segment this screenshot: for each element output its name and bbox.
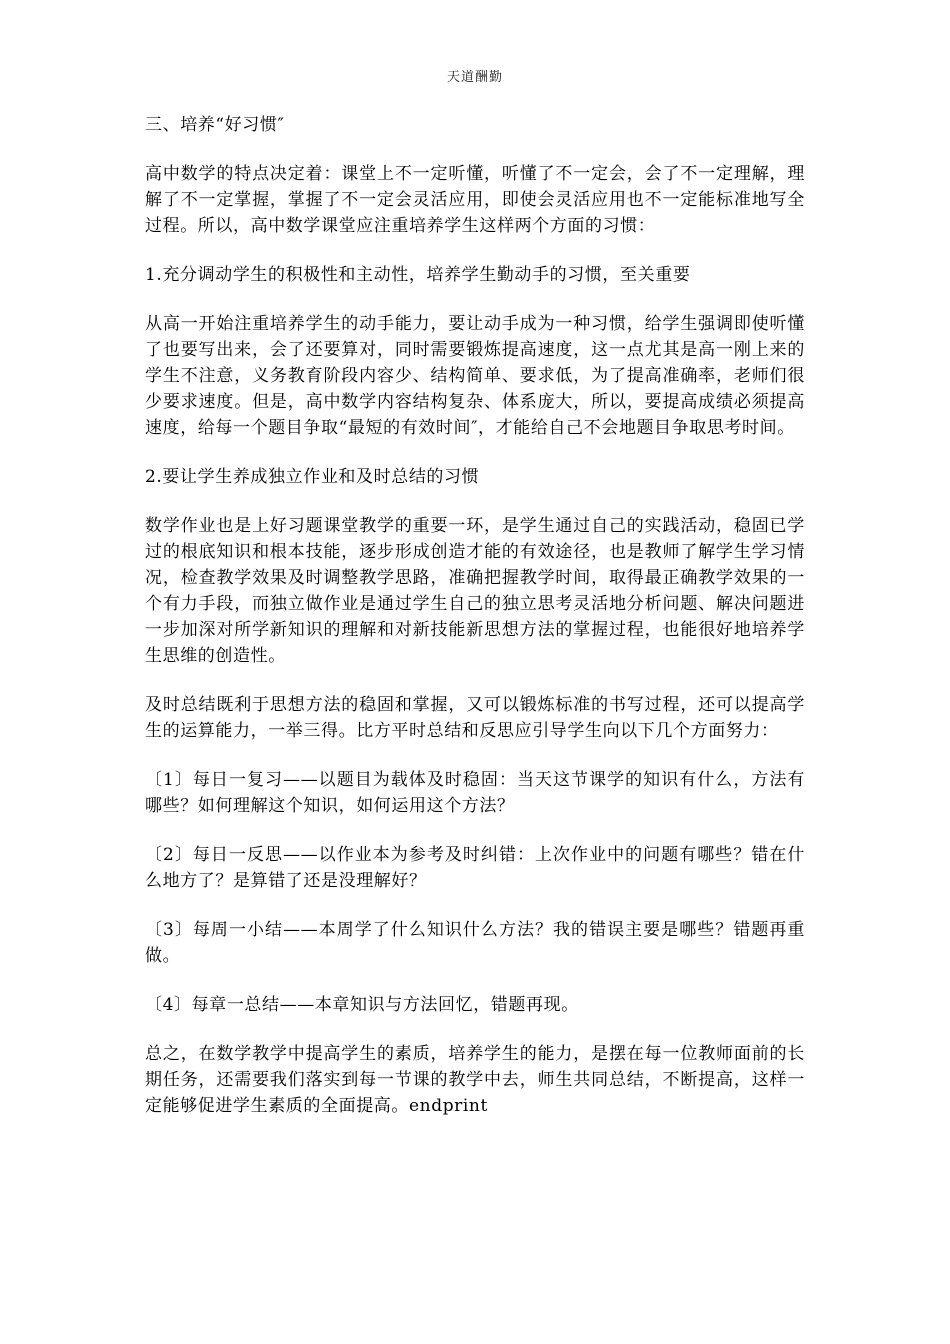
list-item-1: 〔1〕每日一复习——以题目为载体及时稳固：当天这节课学的知识有什么，方法有哪些？如何理解这个知识，如何运用这个方法？	[145, 770, 805, 816]
list-item-2: 〔2〕每日一反思——以作业本为参考及时纠错：上次作业中的问题有哪些？错在什么地方了？是算错了还是没理解好？	[145, 845, 805, 891]
paragraph-hands-on: 从高一开始注重培养学生的动手能力，要让动手成为一种习惯，给学生强调即使听懂了也要写出来，会了还要算对，同时需要锻炼提高速度，这一点尤其是高一刚上来的学生不注意，义务教育阶段内容少、结构简单、要求低，为了提高准确率，老师们很少要求速度。但是，高中数学内容结构复杂、体系庞大，所以，要提高成绩必须提高速度，给每一个题目争取“最短的有效时间″，才能给自己不会地题目争取思考时间。	[145, 314, 805, 438]
paragraph-conclusion: 总之，在数学教学中提高学生的素质，培养学生的能力，是摆在每一位教师面前的长期任务，还需要我们落实到每一节课的教学中去，师生共同总结，不断提高，这样一定能够促进学生素质的全面提高。endprint	[145, 1044, 805, 1116]
document-body	[145, 112, 805, 1142]
paragraph-homework: 数学作业也是上好习题课堂教学的重要一环，是学生通过自己的实践活动，稳固已学过的根底知识和根本技能，逐步形成创造才能的有效途径，也是教师了解学生学习情况，检查教学效果及时调整教学思路，准确把握教学时间，取得最正确教学效果的一个有力手段，而独立做作业是通过学生自己的独立思考灵活地分析问题、解决问题进一步加深对所学新知识的理解和对新技能新思想方法的掌握过程，也能很好地培养学生思维的创造性。	[145, 516, 805, 666]
page-header: 天道酬勤	[446, 70, 503, 85]
list-item-3: 〔3〕每周一小结——本周学了什么知识什么方法？我的错误主要是哪些？错题再重做。	[145, 920, 805, 966]
section-title: 三、培养“好习惯″	[145, 115, 285, 135]
subheading-1: 1.充分调动学生的积极性和主动性，培养学生勤动手的习惯，至关重要	[145, 265, 691, 285]
paragraph-summary-benefits: 及时总结既利于思想方法的稳固和掌握，又可以锻炼标准的书写过程，还可以提高学生的运算能力，一举三得。比方平时总结和反思应引导学生向以下几个方面努力：	[145, 695, 805, 741]
paragraph-intro: 高中数学的特点决定着：课堂上不一定听懂，听懂了不一定会，会了不一定理解，理解了不一定掌握，掌握了不一定会灵活应用，即使会灵活应用也不一定能标准地写全过程。所以，高中数学课堂应注重培养学生这样两个方面的习惯：	[145, 164, 805, 236]
list-item-4: 〔4〕每章一总结——本章知识与方法回忆，错题再现。	[145, 995, 579, 1015]
subheading-2: 2.要让学生养成独立作业和及时总结的习惯	[145, 467, 480, 487]
